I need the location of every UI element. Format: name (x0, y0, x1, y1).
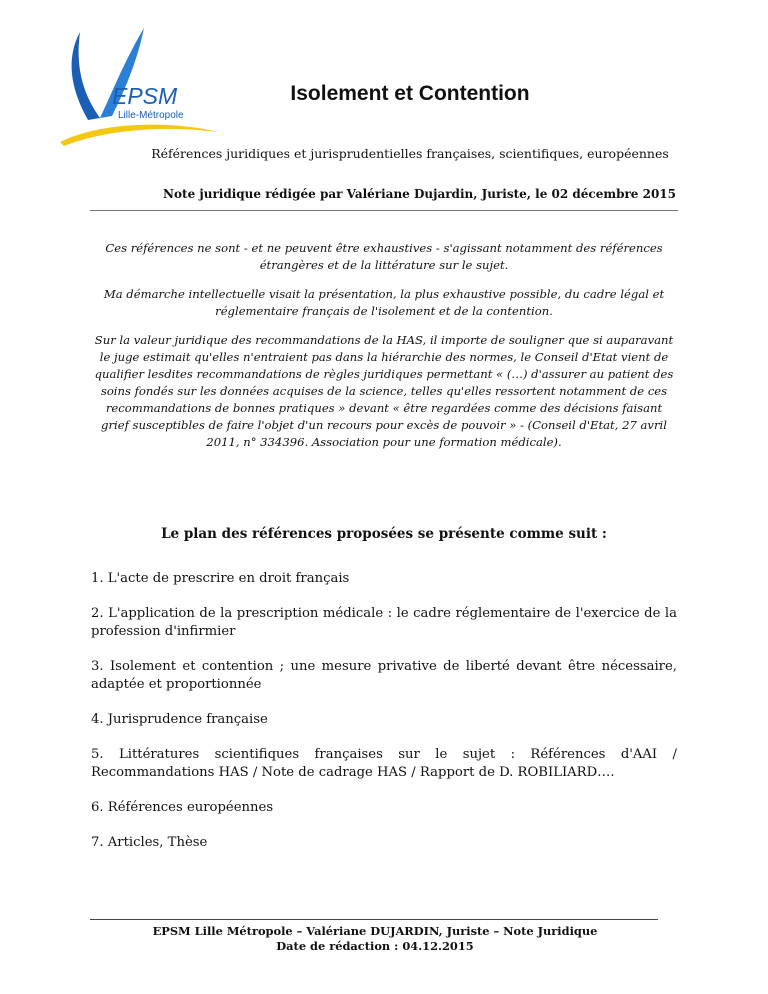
plan-item: 4. Jurisprudence française (91, 712, 268, 727)
plan-item: 5. Littératures scientifiques françaises sur le sujet : Références d'AAI / Recommandations HAS / Note de cadrage HAS / Rapport de D. ROBILIARD…. (91, 747, 677, 780)
plan-item: 7. Articles, Thèse (91, 835, 208, 850)
author-line: Note juridique rédigée par Valériane Dujardin, Juriste, le 02 décembre 2015 (163, 187, 676, 201)
logo-brand: EPSM (112, 83, 178, 109)
footer-divider (90, 919, 658, 920)
header-divider (90, 210, 678, 211)
page-title: Isolement et Contention (290, 82, 530, 105)
logo-yellow-arc (60, 125, 218, 146)
logo-sub: Lille-Métropole (118, 110, 184, 121)
intro-paragraph: Ma démarche intellectuelle visait la présentation, la plus exhaustive possible, du cadre légal et réglementaire français de l'isolement et de la contention. (103, 287, 665, 318)
subtitle: Références juridiques et jurisprudentielles françaises, scientifiques, européennes (151, 146, 669, 161)
plan-item: 2. L'application de la prescription médicale : le cadre réglementaire de l'exercice de la profession d'infirmier (91, 606, 677, 639)
intro-paragraph: Ces références ne sont - et ne peuvent être exhaustives - s'agissant notamment des références étrangères et de la littérature sur le sujet. (105, 241, 663, 272)
intro-paragraph: Sur la valeur juridique des recommandations de la HAS, il importe de souligner que si auparavant le juge estimait qu'elles n'entraient pas dans la hiérarchie des normes, le Conseil d'Etat vient de qualifier lesdites recommandations de règles juridiques permettant « (…) d'assurer au patient des soins fondés sur les données acquises de la science, telles qu'elles ressortent notamment de ces recommandations de bonnes pratiques » devant « être regardées comme des décisions faisant grief susceptibles de faire l'objet d'un recours pour excès de pouvoir » - (Conseil d'Etat, 27 avril 2011, n° 334396. Association pour une formation médicale). (94, 333, 674, 449)
epsm-logo (40, 18, 220, 148)
plan-heading: Le plan des références proposées se présente comme suit : (161, 526, 607, 542)
intro-block (92, 240, 676, 463)
footer-line-2: Date de rédaction : 04.12.2015 (276, 939, 474, 953)
plan-item: 3. Isolement et contention ; une mesure privative de liberté devant être nécessaire, adaptée et proportionnée (91, 659, 677, 692)
plan-item: 6. Références européennes (91, 800, 274, 815)
footer (90, 924, 660, 954)
plan-list (91, 570, 677, 869)
plan-item: 1. L'acte de prescrire en droit français (91, 571, 350, 586)
footer-line-1: EPSM Lille Métropole – Valériane DUJARDIN, Juriste – Note Juridique (152, 924, 598, 938)
logo-swoosh-left (72, 32, 100, 120)
